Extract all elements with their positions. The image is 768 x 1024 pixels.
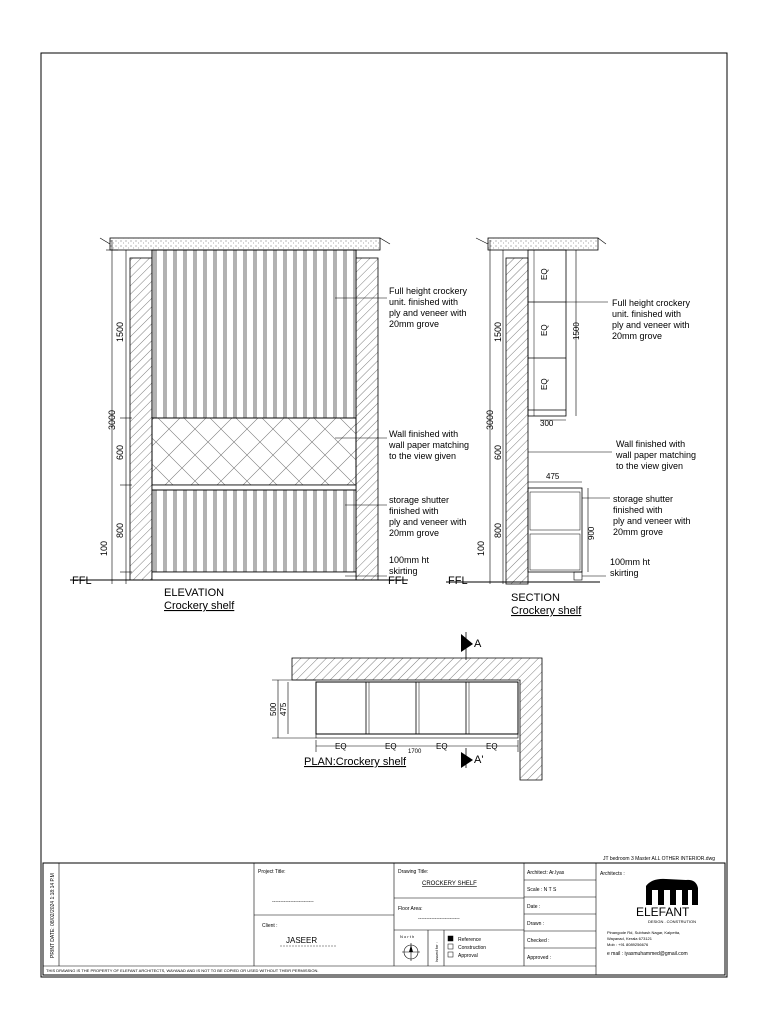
- elevation-ceiling-slab: [110, 238, 380, 250]
- plan-dim-inner: 475: [279, 702, 288, 716]
- disclaimer: THIS DRAWING IS THE PROPERTY OF ELEFANT ARCHITECTS, WAYANAD AND IS NOT TO BE COPIED OR USED WITHOUT THEIR PERMISSION.: [46, 968, 319, 973]
- section-eq-2: EQ: [540, 324, 549, 336]
- svg-text:skirting: skirting: [389, 566, 418, 576]
- svg-text:ply and veneer with: ply and veneer with: [613, 516, 691, 526]
- section-dim-cabinet-height: 900: [587, 526, 596, 540]
- elephant-logo-icon: [646, 879, 698, 905]
- svg-text:finished with: finished with: [613, 505, 663, 515]
- architects-label: Architects :: [600, 871, 625, 877]
- firm-name: ELEFANT: [636, 905, 690, 919]
- section-ceiling-slab: [488, 238, 598, 250]
- svg-text:Reference: Reference: [458, 937, 482, 943]
- section-note-2: [615, 439, 696, 471]
- section-dim-shelf-height: 1500: [572, 322, 581, 340]
- issued-option-approval: [448, 952, 478, 959]
- address-line-3: Mob : +91 8089256676: [607, 942, 649, 947]
- elevation-skirting: [152, 572, 356, 580]
- section-dim-total: 3000: [485, 409, 495, 430]
- section-ffl: FFL: [448, 575, 468, 587]
- approved-label: Approved :: [527, 955, 552, 961]
- elevation-dim-skirting: 100: [99, 540, 109, 556]
- svg-text:wall paper matching: wall paper matching: [616, 450, 697, 460]
- plan-eq-1: EQ: [335, 742, 347, 751]
- svg-text:Approval: Approval: [458, 953, 478, 959]
- issued-option-reference: [448, 936, 481, 943]
- svg-text:unit. finished with: unit. finished with: [612, 309, 682, 319]
- svg-text:Wall finished with: Wall finished with: [389, 429, 459, 439]
- plan-dim-width: 1700: [408, 749, 422, 755]
- elevation-wallpaper-zone: [152, 418, 356, 485]
- elevation-ffl-left: FFL: [72, 575, 92, 587]
- issued-for-label: Issued for :: [434, 942, 439, 962]
- checkbox-construction: [448, 944, 453, 949]
- scale-label: Scale : N T S: [527, 887, 557, 893]
- svg-text:ply and veneer with: ply and veneer with: [389, 517, 467, 527]
- elevation-note-2: [388, 429, 469, 461]
- svg-text:Construction: Construction: [458, 945, 487, 951]
- elevation-dim-upper: 1500: [115, 321, 125, 342]
- drawing-title-value: CROCKERY SHELF: [422, 881, 477, 887]
- elevation-dim-middle: 600: [115, 444, 125, 460]
- section-dim-shelf-depth: 300: [540, 419, 554, 428]
- north-label: N o r t h: [400, 934, 415, 939]
- plan-title: PLAN:Crockery shelf: [304, 756, 407, 768]
- svg-text:100mm ht: 100mm ht: [389, 555, 430, 565]
- plan-dim-outer: 500: [269, 702, 278, 716]
- section-note-1: [612, 298, 691, 341]
- elevation-title: ELEVATION: [164, 587, 225, 599]
- elevation-dim-total: 3000: [107, 409, 117, 430]
- svg-text:wall paper matching: wall paper matching: [389, 440, 470, 450]
- svg-text:Full height crockery: Full height crockery: [389, 286, 468, 296]
- section-dim-upper: 1500: [493, 321, 503, 342]
- print-date: PRINT DATE: 08/02/2024 1:18:14 P.M: [50, 873, 56, 958]
- elevation-note-4: [389, 555, 430, 576]
- svg-text:ply and veneer with: ply and veneer with: [389, 308, 467, 318]
- project-title-value: -------------------------: [272, 899, 314, 905]
- svg-text:storage shutter: storage shutter: [389, 495, 450, 505]
- section-dim-skirting: 100: [476, 540, 486, 556]
- section-eq-3: EQ: [540, 378, 549, 390]
- drawn-label: Drawn :: [527, 921, 545, 927]
- floor-area-value: -------------------------: [418, 916, 460, 922]
- plan-cabinet: [316, 682, 518, 734]
- section-wall: [506, 258, 528, 584]
- drawing-title-label: Drawing Title:: [398, 869, 429, 875]
- plan-eq-2: EQ: [385, 742, 397, 751]
- section-dim-cabinet-depth: 475: [546, 472, 560, 481]
- elevation-counter: [152, 485, 356, 490]
- checked-label: Checked :: [527, 938, 550, 944]
- architect-label: Architect: Ar.Iyas: [527, 870, 565, 876]
- elevation-note-1: [389, 286, 468, 329]
- title-block: [43, 863, 725, 975]
- svg-text:storage shutter: storage shutter: [613, 494, 674, 504]
- floor-area-label: Floor Area:: [398, 906, 423, 912]
- elevation-upper-panel: [152, 250, 356, 418]
- section-dim-middle: 600: [493, 444, 503, 460]
- svg-text:Wall finished with: Wall finished with: [616, 439, 686, 449]
- svg-text:100mm ht: 100mm ht: [610, 557, 651, 567]
- elevation-left-wall: [130, 258, 152, 580]
- elevation-subtitle: Crockery shelf: [164, 600, 235, 612]
- elevation-lower-shutters: [152, 490, 356, 572]
- section-note-3: [613, 494, 691, 537]
- plan-marker-top: A: [474, 638, 482, 650]
- svg-text:20mm grove: 20mm grove: [612, 331, 663, 341]
- svg-text:unit. finished with: unit. finished with: [389, 297, 459, 307]
- elevation-dim-lower: 800: [115, 522, 125, 538]
- address-line-1: Pinangode Rd, Subhash Nagar, Kalpetta,: [607, 930, 681, 935]
- elevation-right-wall: [356, 258, 378, 580]
- client-value: JASEER: [286, 936, 318, 945]
- address-line-2: Wayanad, Kerala 673121: [607, 936, 652, 941]
- date-label: Date :: [527, 904, 541, 910]
- section-title: SECTION: [511, 592, 560, 604]
- plan-marker-bottom: A': [474, 754, 484, 766]
- plan-eq-3: EQ: [436, 742, 448, 751]
- checkbox-reference: [448, 936, 453, 941]
- svg-text:20mm grove: 20mm grove: [389, 528, 440, 538]
- file-reference: JT bedroom 3 Master ALL OTHER INTERIOR.dwg: [603, 856, 715, 862]
- svg-text:20mm grove: 20mm grove: [389, 319, 440, 329]
- section-dim-lower: 800: [493, 522, 503, 538]
- svg-text:finished with: finished with: [389, 506, 439, 516]
- svg-text:Full height crockery: Full height crockery: [612, 298, 691, 308]
- firm-tagline: DESIGN . CONSTRUTION: [648, 919, 697, 924]
- firm-email: e mail : iyasmuhammed@gmail.com: [607, 951, 688, 957]
- section-note-4: [610, 557, 651, 578]
- svg-text:to the view given: to the view given: [389, 451, 457, 461]
- svg-text:skirting: skirting: [610, 568, 639, 578]
- svg-text:ply and veneer with: ply and veneer with: [612, 320, 690, 330]
- client-label: Client :: [262, 923, 278, 929]
- project-title-label: Project Title:: [258, 869, 286, 875]
- plan-eq-4: EQ: [486, 742, 498, 751]
- checkbox-approval: [448, 952, 453, 957]
- north-arrow-icon: [402, 943, 420, 961]
- svg-text:to the view given: to the view given: [616, 461, 684, 471]
- section-eq-1: EQ: [540, 268, 549, 280]
- issued-option-construction: [448, 944, 486, 951]
- elevation-ffl-right: FFL: [388, 575, 408, 587]
- elevation-note-3: [389, 495, 467, 538]
- svg-text:20mm grove: 20mm grove: [613, 527, 664, 537]
- section-subtitle: Crockery shelf: [511, 605, 582, 617]
